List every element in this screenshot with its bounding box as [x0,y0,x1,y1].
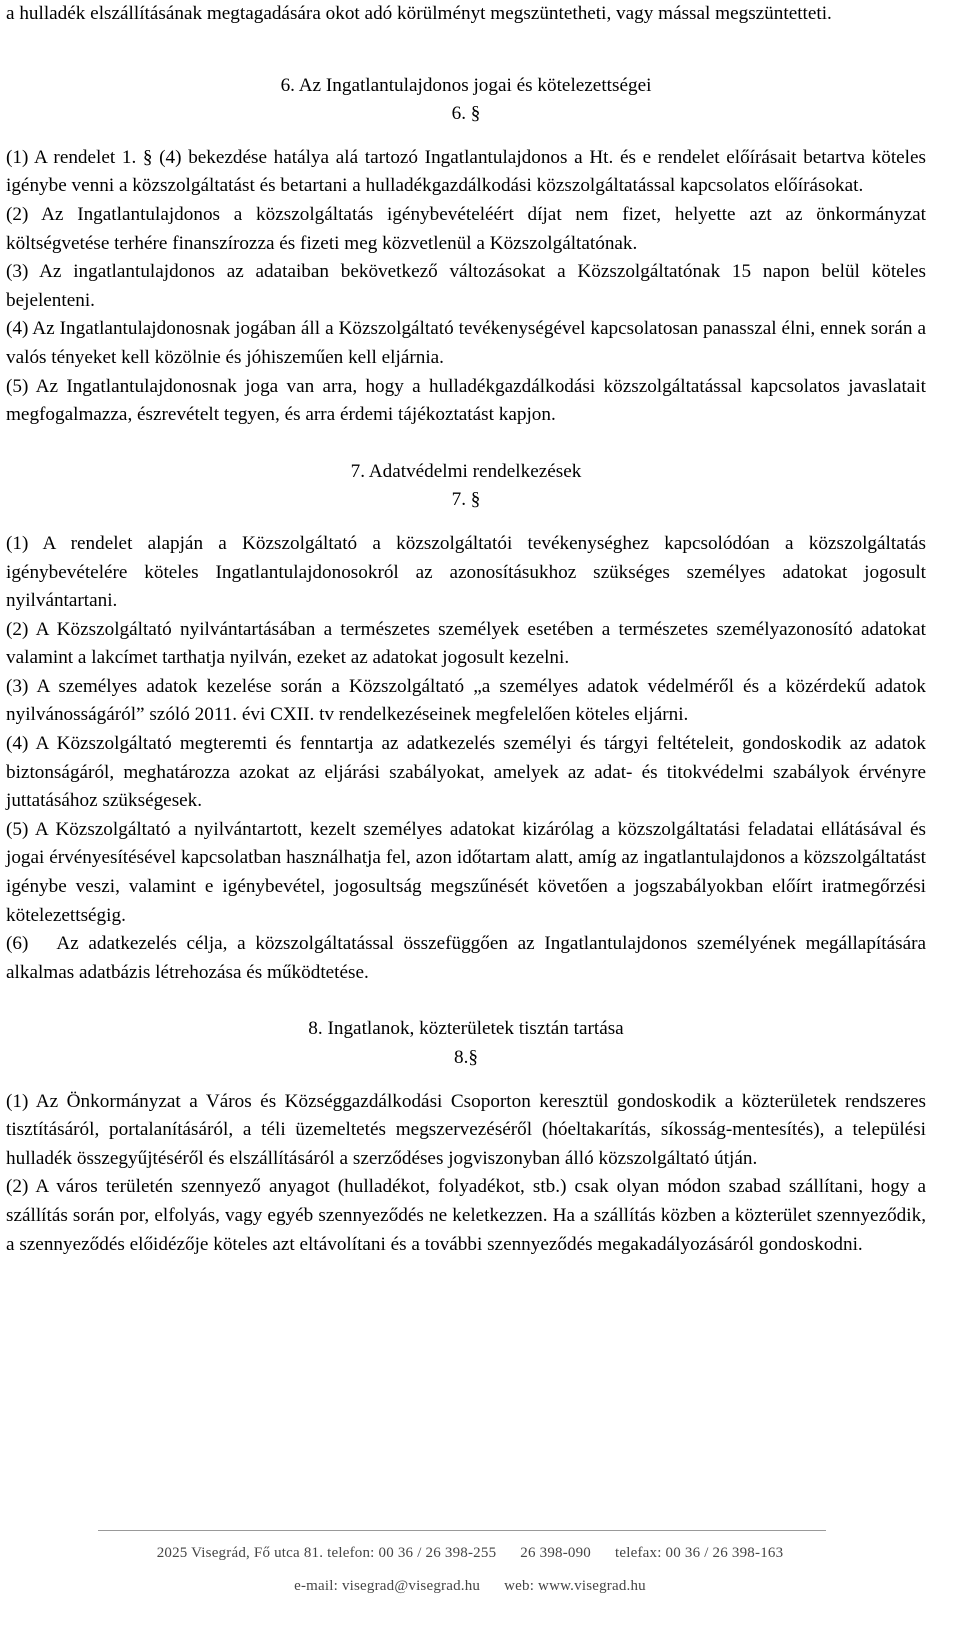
footer-web-line [0,1578,940,1595]
section-6-symbol: 6. § [451,103,481,125]
section-8-title: 8. Ingatlanok, közterületek tisztán tartása [308,1018,624,1040]
footer-phone2: 26 398-090 [520,1545,592,1561]
footer-email: e-mail: visegrad@visegrad.hu [294,1578,481,1594]
section-7-paragraph-5: (5) A Közszolgáltató a nyilvántartott, kezelt személyes adatokat kizárólag a közszolgáltatási feladatai ellátásával és jogai érvényesítésével kapcsolatban használhatja fel, azon időtartam alatt, amíg az ingatlantulajdonos a közszolgáltatást igénybe veszi, valamint e igénybevétel, jogosultság megszűnését követően a jogszabályokban előírt iratmegőrzési kötelezettségig. [6,818,926,926]
section-7-title: 7. Adatvédelmi rendelkezések [350,460,582,482]
footer-divider [98,1530,826,1531]
footer-contact-line [0,1545,940,1562]
section-8-symbol: 8.§ [454,1047,478,1068]
section-7-paragraph-4: (4) A Közszolgáltató megteremti és fenntartja az adatkezelés személyi és tárgyi feltételeit, gondoskodik az adatok biztonságáról, meghatározza azokat az eljárási szabályokat, amelyek az adat- és titokvédelmi szabályok érvényre juttatásához szükségesek. [6,733,926,812]
section-6-paragraph-4: (4) Az Ingatlantulajdonosnak jogában áll a Közszolgáltató tevékenységével kapcsolatosan panasszal élni, ennek során a valós tényeket kell közölnie és jóhiszeműen kell eljárnia. [6,318,926,368]
section-8-paragraph-1: (1) Az Önkormányzat a Város és Községgazdálkodási Csoporton keresztül gondoskodik a közterületek rendszeres tisztításáról, portalanításáról, a téli üzemeltetés megszervezéséről (hóeltakarítás, síkosság-mentesítés), a települési hulladék összegyűjtéséről és elszállításáról a szerződéses jogviszonyban álló közszolgáltató útján. [6,1090,926,1169]
section-7-paragraph-2: (2) A Közszolgáltató nyilvántartásában a természetes személyek esetében a természetes személyazonosító adatokat valamint a lakcímet tarthatja nyilván, ezeket az adatokat jogosult kezelni. [6,618,926,669]
section-6-title: 6. Az Ingatlantulajdonos jogai és kötelezettségei [280,74,652,96]
section-7-paragraph-3: (3) A személyes adatok kezelése során a Közszolgáltató „a személyes adatok védelméről és a közérdekű adatok nyilvánosságáról” szóló 2011. évi CXII. tv rendelkezéseinek megfelelően köteles eljárni. [6,675,926,726]
section-6-paragraph-1: (1) A rendelet 1. § (4) bekezdése hatálya alá tartozó Ingatlantulajdonos a Ht. és e rendelet előírásait betartva köteles igénybe venni a közszolgáltatást és betartani a hulladékgazdálkodási közszolgáltatással kapcsolatos előírásokat. [6,146,926,197]
footer-address: 2025 Visegrád, Fő utca 81. telefon: 00 36 / 26 398-255 [156,1545,497,1561]
footer-fax: telefax: 00 36 / 26 398-163 [615,1545,784,1561]
section-6-paragraph-5: (5) Az Ingatlantulajdonosnak joga van arra, hogy a hulladékgazdálkodási közszolgáltatással kapcsolatos javaslatait megfogalmazza, észrevételt tegyen, és arra érdemi tájékoztatást kapjon. [6,375,926,426]
section-7-paragraph-6: (6) Az adatkezelés célja, a közszolgáltatással összefüggően az Ingatlantulajdonos személyének megállapítására alkalmas adatbázis létrehozása és működtetése. [6,933,931,983]
section-7-symbol: 7. § [451,489,481,511]
section-6-paragraph-2: (2) Az Ingatlantulajdonos a közszolgáltatás igénybevételéért díjat nem fizet, helyette azt az önkormányzat költségvetése terhére finanszírozza és fizeti meg közvetlenül a Közszolgáltatónak. [6,203,926,254]
intro-paragraph: a hulladék elszállításának megtagadására okot adó körülményt megszüntetheti, vagy mással megszüntetteti. [6,3,832,24]
footer-web: web: www.visegrad.hu [504,1578,646,1594]
document-body [6,0,931,1259]
section-7-paragraph-1: (1) A rendelet alapján a Közszolgáltató a közszolgáltatói tevékenységhez kapcsolódóan a közszolgáltatás igénybevételére köteles Ingatlantulajdonosokról az azonosításukhoz szükséges személyes adatokat jogosult nyilvántartani. [6,532,926,612]
section-6-paragraph-3: (3) Az ingatlantulajdonos az adataiban bekövetkező változásokat a Közszolgáltatónak 15 napon belül köteles bejelenteni. [6,261,926,311]
section-8-paragraph-2: (2) A város területén szennyező anyagot (hulladékot, folyadékot, stb.) csak olyan módon szabad szállítani, hogy a szállítás során por, elfolyás, vagy egyéb szennyeződés ne keletkezzen. Ha a szállítás közben a közterület szennyeződik, a szennyeződés előidézője köteles azt eltávolítani és a további szennyeződés megakadályozásáról gondoskodni. [6,1176,926,1255]
